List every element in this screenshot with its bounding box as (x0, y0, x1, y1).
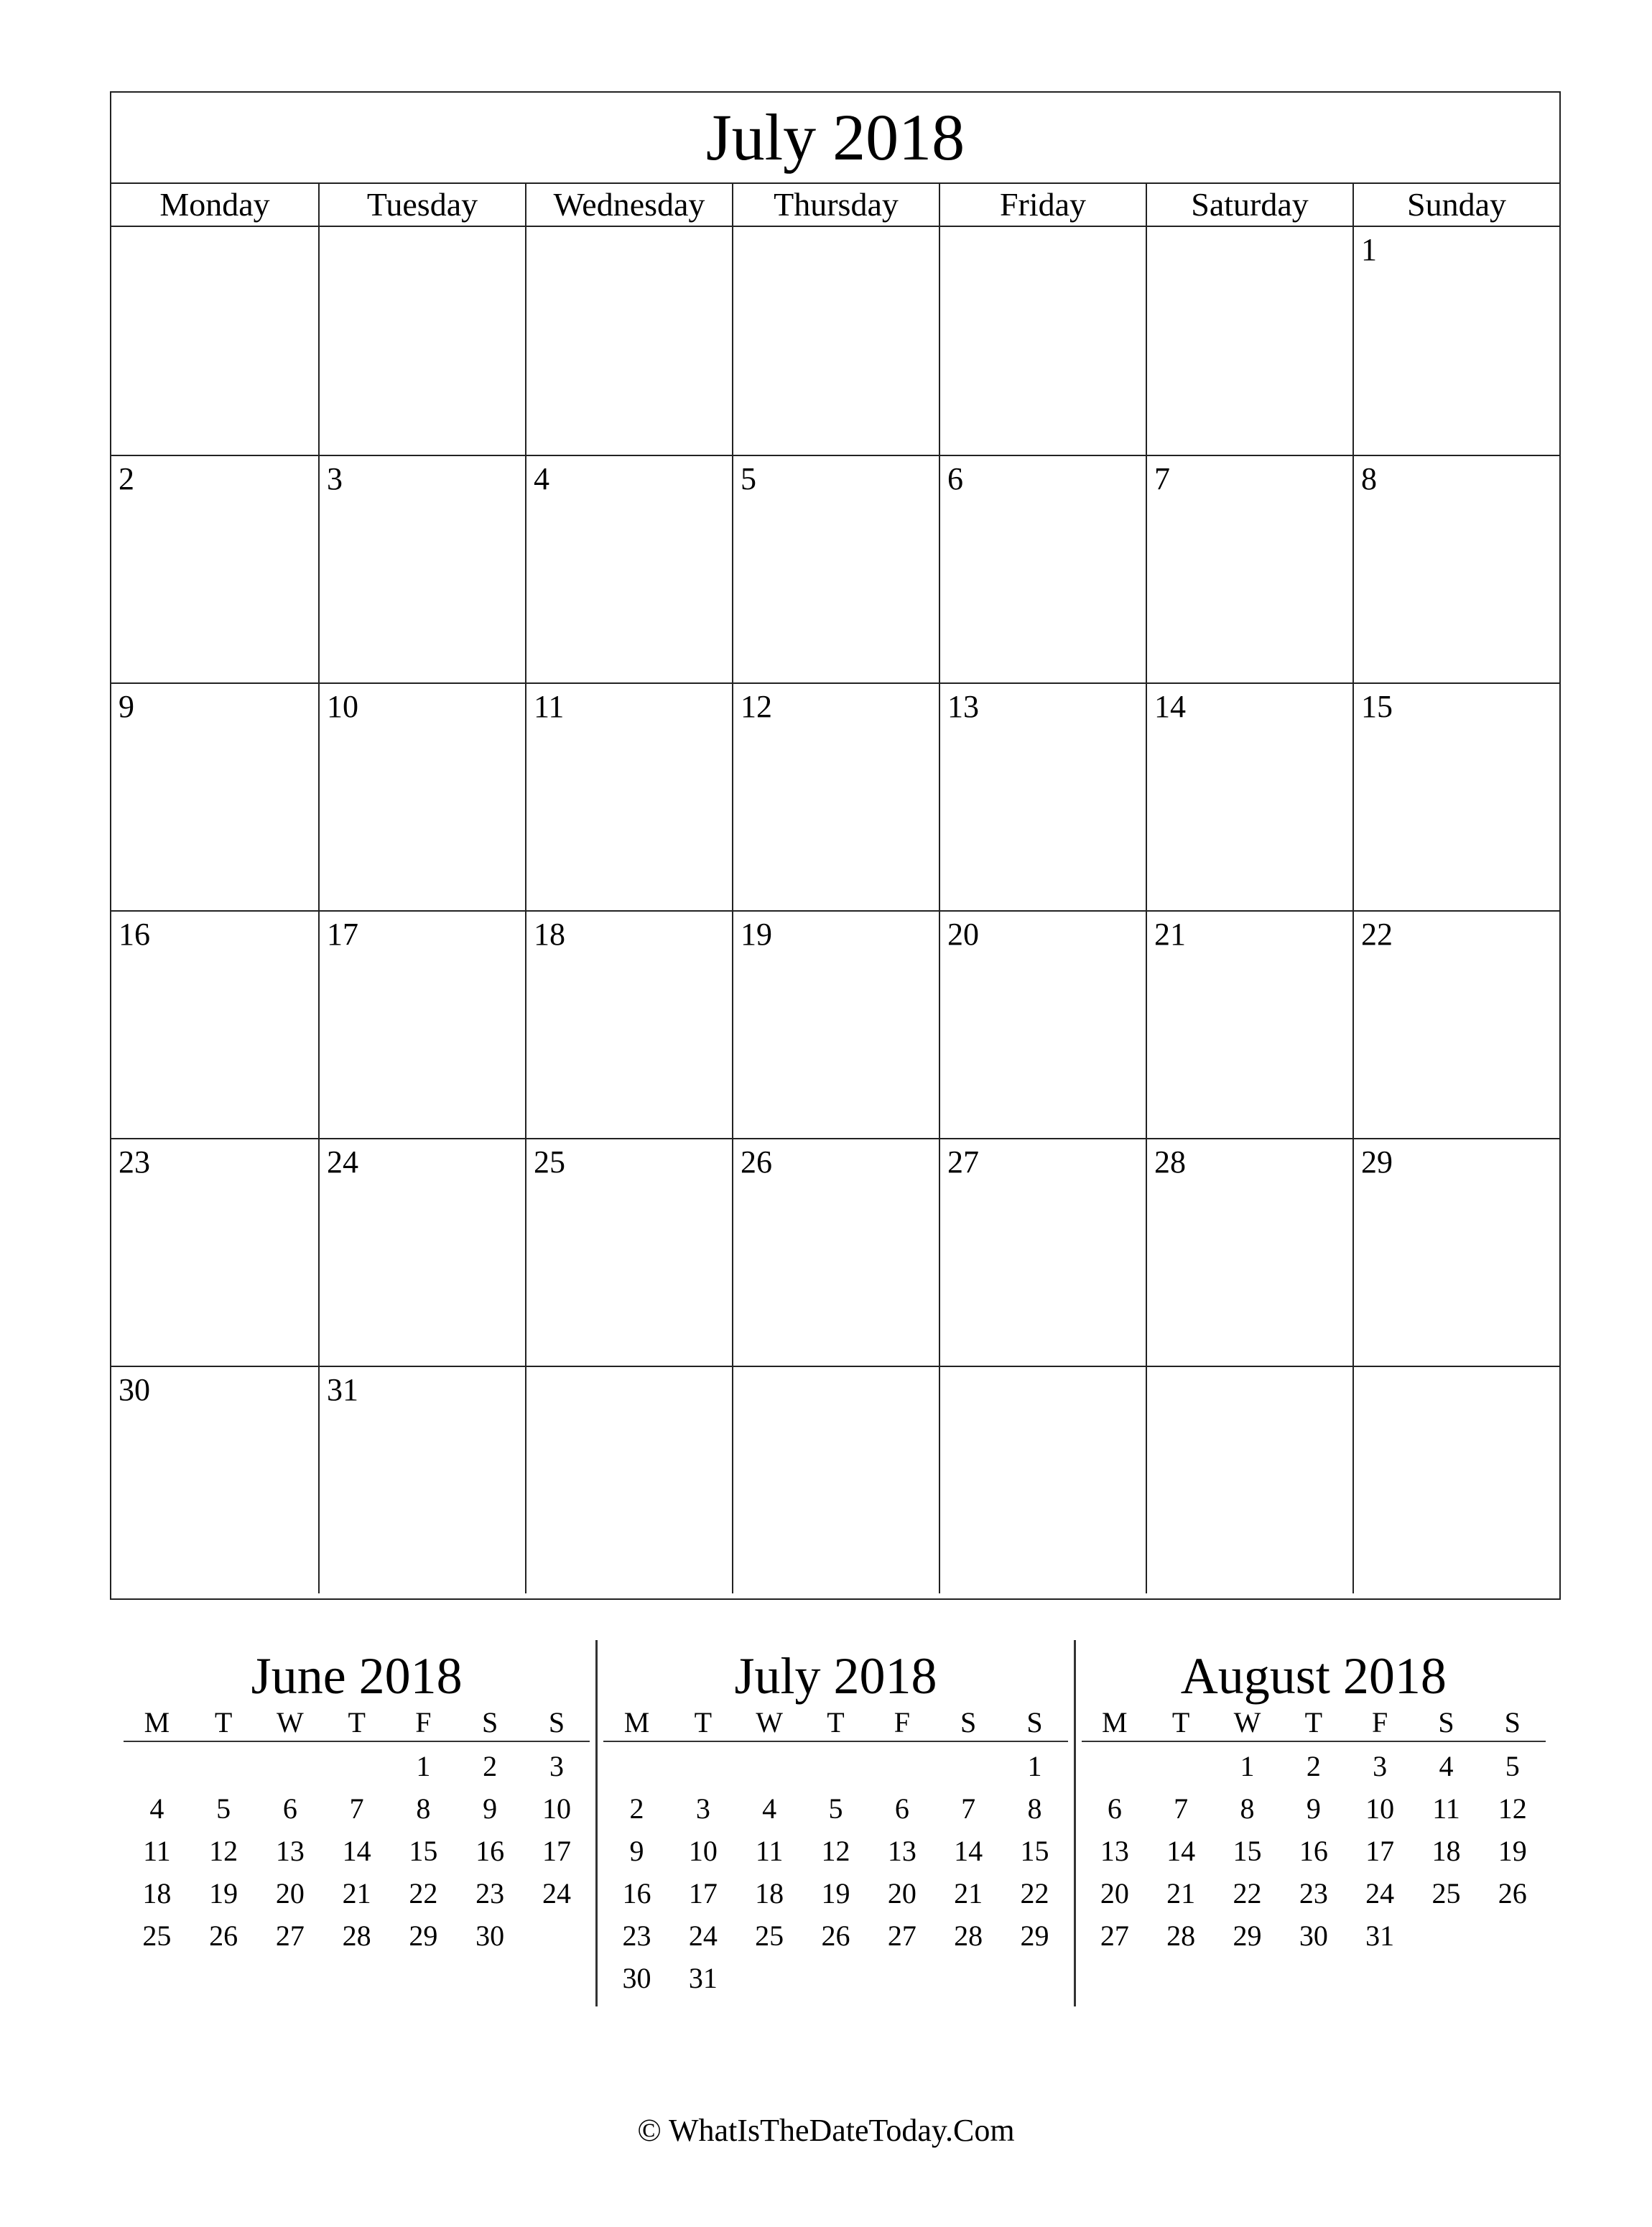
mini-day-number: 22 (1020, 1877, 1049, 1909)
day-cell (111, 1366, 318, 1593)
mini-day-number: 8 (1027, 1792, 1042, 1825)
mini-month-title: August 2018 (1180, 1647, 1447, 1705)
mini-month-title: July 2018 (734, 1647, 937, 1705)
day-cell (1352, 455, 1559, 682)
mini-day-number: 1 (1027, 1750, 1042, 1782)
mini-day-number: 16 (475, 1835, 505, 1867)
day-cell (525, 455, 732, 682)
day-number: 25 (534, 1144, 565, 1180)
mini-day-number: 20 (1100, 1877, 1129, 1909)
day-cell (525, 682, 732, 910)
day-cell (318, 910, 525, 1138)
day-number: 1 (1361, 232, 1377, 267)
mini-weekday-letter: W (277, 1706, 304, 1738)
mini-day-number: 22 (1233, 1877, 1262, 1909)
mini-day-number: 4 (149, 1792, 164, 1825)
mini-day-number: 25 (142, 1920, 172, 1952)
mini-day-number: 19 (1498, 1835, 1527, 1867)
mini-day-grid (1082, 1745, 1546, 1957)
mini-month-title: June 2018 (251, 1647, 463, 1705)
mini-day-number: 3 (549, 1750, 564, 1782)
mini-day-grid (603, 1745, 1067, 1999)
mini-weekday-letter: S (1504, 1706, 1521, 1738)
mini-day-number: 24 (1365, 1877, 1395, 1909)
mini-day-number: 23 (475, 1877, 505, 1909)
mini-weekday-letter: T (214, 1706, 233, 1738)
mini-weekday-letter: S (1026, 1706, 1043, 1738)
mini-weekday-letter: T (827, 1706, 845, 1738)
mini-weekday-letter: T (1171, 1706, 1190, 1738)
day-cell (732, 1138, 939, 1366)
mini-day-number: 25 (1431, 1877, 1461, 1909)
day-cell (111, 682, 318, 910)
day-cell (318, 1366, 525, 1593)
main-calendar (110, 91, 1561, 1600)
mini-day-number: 18 (1431, 1835, 1461, 1867)
day-number: 16 (119, 917, 150, 952)
day-cell (732, 227, 939, 455)
mini-day-number: 28 (954, 1920, 983, 1952)
day-number: 10 (327, 689, 358, 724)
mini-day-number: 14 (1166, 1835, 1196, 1867)
mini-day-number: 20 (887, 1877, 917, 1909)
day-cell (525, 1138, 732, 1366)
day-number: 13 (947, 689, 979, 724)
day-number: 27 (947, 1144, 979, 1180)
mini-day-number: 10 (688, 1835, 718, 1867)
mini-day-number (1001, 1957, 1067, 1999)
mini-weekday-letter: T (348, 1706, 366, 1738)
day-cell (1352, 227, 1559, 455)
mini-weekday-letter: S (1438, 1706, 1454, 1738)
day-cell (318, 227, 525, 455)
mini-day-number: 9 (1306, 1792, 1321, 1825)
mini-day-number: 29 (1233, 1920, 1262, 1952)
mini-day-number: 16 (1299, 1835, 1328, 1867)
mini-day-number: 15 (1233, 1835, 1262, 1867)
weekday-saturday: Saturday (1146, 184, 1352, 226)
day-number: 24 (327, 1144, 358, 1180)
weekday-header (111, 184, 1559, 227)
day-number: 30 (119, 1372, 150, 1407)
mini-day-number (1413, 1915, 1479, 1957)
mini-day-number: 26 (1498, 1877, 1527, 1909)
mini-day-number: 1 (1240, 1750, 1255, 1782)
day-cell (525, 227, 732, 455)
mini-day-number (1082, 1745, 1148, 1787)
day-cell (1146, 1138, 1352, 1366)
mini-day-number: 16 (622, 1877, 651, 1909)
mini-day-number (124, 1745, 190, 1787)
mini-day-number: 6 (894, 1792, 909, 1825)
day-cell (939, 1138, 1146, 1366)
mini-day-number: 4 (1439, 1750, 1454, 1782)
day-number: 11 (534, 689, 565, 724)
mini-weekday-letter: W (1233, 1706, 1261, 1738)
mini-day-number: 27 (1100, 1920, 1129, 1952)
mini-day-number: 9 (629, 1835, 644, 1867)
mini-day-number: 28 (342, 1920, 371, 1952)
mini-day-number: 1 (416, 1750, 431, 1782)
mini-day-number: 11 (1432, 1792, 1460, 1825)
mini-day-number: 23 (622, 1920, 651, 1952)
day-cell (732, 910, 939, 1138)
mini-weekday-letter: T (1304, 1706, 1323, 1738)
day-cell (1352, 910, 1559, 1138)
day-number: 28 (1154, 1144, 1186, 1180)
weekday-thursday: Thursday (732, 184, 939, 226)
footer-credit: © WhatIsTheDateToday.Com (637, 2113, 1015, 2148)
mini-day-number: 5 (216, 1792, 231, 1825)
mini-day-number: 6 (1107, 1792, 1122, 1825)
mini-weekday-letter: M (1102, 1706, 1128, 1738)
mini-day-number: 2 (629, 1792, 644, 1825)
mini-day-number (736, 1745, 802, 1787)
mini-day-number (670, 1745, 736, 1787)
mini-day-number: 30 (622, 1962, 651, 1994)
day-cell (732, 682, 939, 910)
mini-day-number: 5 (1505, 1750, 1520, 1782)
day-cell (318, 682, 525, 910)
mini-day-number: 25 (755, 1920, 784, 1952)
mini-day-number: 24 (542, 1877, 571, 1909)
day-number: 4 (534, 461, 549, 496)
mini-day-number (323, 1745, 390, 1787)
mini-day-number (869, 1957, 935, 1999)
day-number: 26 (741, 1144, 772, 1180)
mini-day-number: 9 (483, 1792, 498, 1825)
mini-day-number: 14 (342, 1835, 371, 1867)
mini-day-number (603, 1745, 669, 1787)
day-number: 15 (1361, 689, 1393, 724)
mini-day-number: 11 (143, 1835, 171, 1867)
mini-day-number: 29 (409, 1920, 438, 1952)
mini-day-number (524, 1915, 590, 1957)
mini-day-number: 3 (695, 1792, 710, 1825)
day-cell (732, 1366, 939, 1593)
day-number: 31 (327, 1372, 358, 1407)
day-number: 7 (1154, 461, 1170, 496)
mini-day-number: 8 (416, 1792, 431, 1825)
mini-weekday-letter: W (756, 1706, 784, 1738)
day-cell (318, 1138, 525, 1366)
mini-day-number: 28 (1166, 1920, 1196, 1952)
mini-weekday-header (603, 1705, 1067, 1742)
mini-calendar (595, 1640, 1073, 2006)
day-cell (939, 455, 1146, 682)
day-cell (939, 1366, 1146, 1593)
mini-day-number: 30 (1299, 1920, 1328, 1952)
mini-weekday-letter: S (482, 1706, 498, 1738)
mini-day-number: 13 (887, 1835, 917, 1867)
day-cell (1352, 1366, 1559, 1593)
day-grid (111, 227, 1559, 1593)
mini-day-number (935, 1957, 1001, 1999)
mini-day-number (869, 1745, 935, 1787)
mini-day-number (1148, 1745, 1214, 1787)
mini-day-number (802, 1957, 868, 1999)
day-number: 12 (741, 689, 772, 724)
mini-day-number: 6 (282, 1792, 297, 1825)
weekday-monday: Monday (159, 186, 270, 223)
mini-day-number: 30 (475, 1920, 505, 1952)
mini-day-number: 12 (1498, 1792, 1527, 1825)
day-number: 20 (947, 917, 979, 952)
mini-day-number: 15 (1020, 1835, 1049, 1867)
day-cell (318, 455, 525, 682)
day-number: 17 (327, 917, 358, 952)
day-cell (1146, 455, 1352, 682)
day-number: 22 (1361, 917, 1393, 952)
mini-day-number: 5 (828, 1792, 843, 1825)
mini-day-number: 15 (409, 1835, 438, 1867)
day-number: 21 (1154, 917, 1186, 952)
mini-day-number (1480, 1915, 1546, 1957)
mini-day-number: 12 (209, 1835, 238, 1867)
mini-day-number (935, 1745, 1001, 1787)
day-cell (111, 1138, 318, 1366)
mini-day-number: 18 (142, 1877, 172, 1909)
mini-calendar (1074, 1640, 1551, 2006)
day-number: 18 (534, 917, 565, 952)
mini-day-number: 26 (821, 1920, 850, 1952)
mini-day-number: 26 (209, 1920, 238, 1952)
day-cell (1146, 682, 1352, 910)
mini-day-number: 22 (409, 1877, 438, 1909)
mini-day-number: 12 (821, 1835, 850, 1867)
day-cell (111, 227, 318, 455)
day-cell (732, 455, 939, 682)
mini-day-number: 20 (275, 1877, 305, 1909)
day-number: 3 (327, 461, 343, 496)
mini-day-number (257, 1745, 324, 1787)
mini-day-number: 7 (349, 1792, 364, 1825)
mini-weekday-letter: S (960, 1706, 977, 1738)
mini-weekday-letter: M (144, 1706, 170, 1738)
day-number: 29 (1361, 1144, 1393, 1180)
day-cell (939, 227, 1146, 455)
mini-day-number: 7 (1174, 1792, 1189, 1825)
month-title: July 2018 (111, 93, 1559, 184)
day-cell (1146, 910, 1352, 1138)
mini-calendar (118, 1640, 595, 2006)
day-number: 19 (741, 917, 772, 952)
mini-day-number: 17 (1365, 1835, 1395, 1867)
day-cell (1352, 1138, 1559, 1366)
mini-day-number (802, 1745, 868, 1787)
mini-day-number: 31 (688, 1962, 718, 1994)
mini-weekday-header (1082, 1705, 1546, 1742)
mini-weekday-header (124, 1705, 590, 1742)
mini-day-number: 13 (1100, 1835, 1129, 1867)
day-cell (1352, 682, 1559, 910)
mini-day-number: 21 (954, 1877, 983, 1909)
day-number: 6 (947, 461, 963, 496)
day-cell (525, 1366, 732, 1593)
day-number: 2 (119, 461, 134, 496)
day-cell (1146, 1366, 1352, 1593)
mini-day-number (190, 1745, 257, 1787)
mini-day-number: 21 (1166, 1877, 1196, 1909)
weekday-sunday: Sunday (1352, 184, 1559, 226)
weekday-tuesday: Tuesday (318, 184, 525, 226)
weekday-wednesday: Wednesday (525, 184, 732, 226)
mini-day-number: 13 (275, 1835, 305, 1867)
mini-day-grid (124, 1745, 590, 1957)
mini-day-number: 17 (542, 1835, 571, 1867)
mini-weekday-letter: F (894, 1706, 910, 1738)
mini-day-number: 4 (762, 1792, 777, 1825)
mini-day-number: 10 (542, 1792, 571, 1825)
mini-day-number: 27 (887, 1920, 917, 1952)
mini-day-number: 24 (688, 1920, 718, 1952)
mini-calendars (118, 1640, 1551, 2006)
day-number: 8 (1361, 461, 1377, 496)
mini-day-number: 19 (821, 1877, 850, 1909)
mini-day-number: 8 (1240, 1792, 1255, 1825)
mini-day-number: 14 (954, 1835, 983, 1867)
mini-weekday-letter: F (415, 1706, 432, 1738)
mini-day-number: 7 (961, 1792, 976, 1825)
mini-day-number: 31 (1365, 1920, 1395, 1952)
mini-day-number: 2 (483, 1750, 498, 1782)
mini-day-number: 27 (275, 1920, 305, 1952)
day-number: 23 (119, 1144, 150, 1180)
mini-day-number (736, 1957, 802, 1999)
day-cell (111, 910, 318, 1138)
day-number: 14 (1154, 689, 1186, 724)
mini-day-number: 3 (1373, 1750, 1388, 1782)
mini-day-number: 21 (342, 1877, 371, 1909)
mini-day-number: 18 (755, 1877, 784, 1909)
day-number: 5 (741, 461, 756, 496)
mini-weekday-letter: T (694, 1706, 713, 1738)
mini-day-number: 2 (1306, 1750, 1321, 1782)
mini-day-number: 17 (688, 1877, 718, 1909)
mini-weekday-letter: S (548, 1706, 565, 1738)
mini-weekday-letter: F (1372, 1706, 1388, 1738)
weekday-friday: Friday (939, 184, 1146, 226)
day-cell (525, 910, 732, 1138)
mini-day-number: 23 (1299, 1877, 1328, 1909)
mini-day-number: 29 (1020, 1920, 1049, 1952)
day-cell (1146, 227, 1352, 455)
day-cell (939, 910, 1146, 1138)
mini-day-number: 11 (755, 1835, 784, 1867)
mini-weekday-letter: M (623, 1706, 650, 1738)
day-number: 9 (119, 689, 134, 724)
mini-day-number: 19 (209, 1877, 238, 1909)
mini-day-number: 10 (1365, 1792, 1395, 1825)
day-cell (939, 682, 1146, 910)
day-cell (111, 455, 318, 682)
